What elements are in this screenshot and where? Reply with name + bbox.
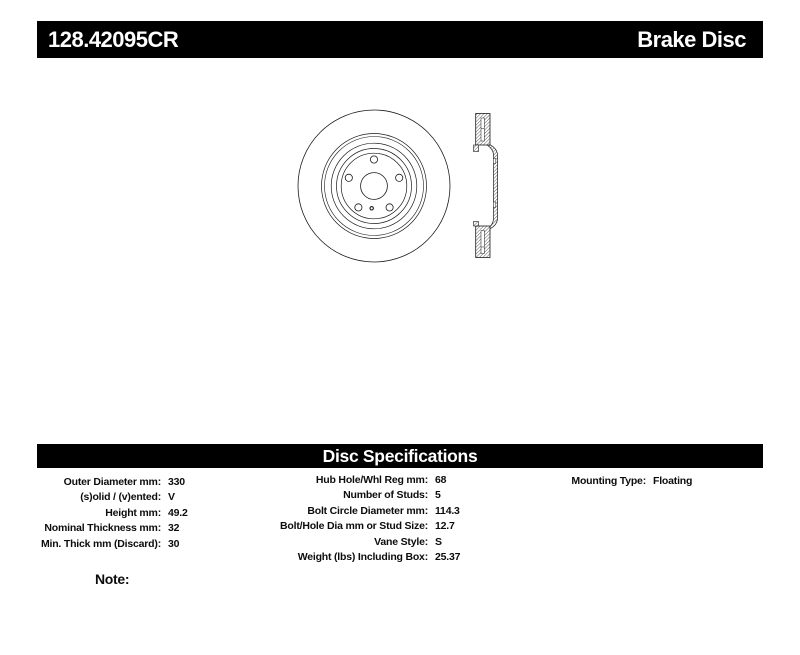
spec-label: Outer Diameter mm: <box>63 476 161 488</box>
technical-drawing <box>288 95 523 275</box>
friction-band-inner-circle <box>322 134 427 239</box>
spec-label: Bolt/Hole Dia mm or Stud Size: <box>280 520 429 533</box>
spec-value: 330 <box>168 476 185 488</box>
spec-value: 12.7 <box>435 520 455 533</box>
stud-hole <box>386 204 393 211</box>
spec-row <box>560 474 692 489</box>
disc-specifications-bar <box>37 444 763 468</box>
spec-value: 25.37 <box>435 551 461 564</box>
spec-label: (s)olid / (v)ented: <box>80 491 161 504</box>
hat-notch <box>493 159 495 164</box>
disc-front-view <box>298 110 450 262</box>
spec-value: V <box>168 491 175 504</box>
note-label: Note: <box>95 571 130 587</box>
outer-diameter-circle <box>298 110 450 262</box>
spec-section-title: Disc Specifications <box>322 446 478 466</box>
spec-row <box>37 521 188 536</box>
hat-ring-circle <box>337 149 412 224</box>
spec-column-dimensions <box>37 475 188 552</box>
spec-value: 68 <box>435 474 447 486</box>
spec-label: Bolt Circle Diameter mm: <box>307 504 428 517</box>
spec-label: Nominal Thickness mm: <box>44 522 161 535</box>
spec-row <box>37 490 188 505</box>
spec-value: Floating <box>653 475 693 487</box>
top-outer-lip <box>474 145 479 152</box>
spec-label: Min. Thick mm (Discard): <box>40 537 161 550</box>
spec-column-hub <box>280 473 460 565</box>
spec-label: Mounting Type: <box>571 475 646 487</box>
hat-wall-section <box>485 144 497 230</box>
spec-row <box>37 506 188 521</box>
center-hub-hole <box>361 173 388 200</box>
spec-row <box>280 504 460 519</box>
spec-row <box>280 550 460 565</box>
spec-label: Height mm: <box>105 506 161 519</box>
bottom-vent-gap <box>481 231 484 254</box>
spec-label: Vane Style: <box>374 535 428 548</box>
spec-label: Weight (lbs) Including Box: <box>297 551 428 564</box>
stud-hole <box>355 204 362 211</box>
header-bar <box>37 21 763 58</box>
bottom-outer-lip <box>474 222 479 227</box>
part-number: 128.42095CR <box>48 26 179 52</box>
hat-notch <box>493 202 495 207</box>
friction-band-chamfer-circle <box>325 137 424 236</box>
stud-hole <box>370 156 377 163</box>
disc-section-view <box>474 114 498 258</box>
set-screw-hole <box>370 207 373 210</box>
spec-value: S <box>435 535 442 548</box>
spec-row <box>37 537 188 552</box>
spec-label: Number of Studs: <box>343 489 428 502</box>
spec-row <box>37 475 188 490</box>
stud-hole <box>396 174 403 181</box>
stud-hole <box>345 174 352 181</box>
spec-row <box>280 488 460 503</box>
stud-holes <box>345 156 403 211</box>
top-vent-gap <box>481 118 484 141</box>
spec-column-mounting <box>560 474 692 489</box>
spec-value: 30 <box>168 537 180 550</box>
spec-row <box>280 473 460 488</box>
spec-label: Hub Hole/Whl Reg mm: <box>315 474 428 486</box>
spec-value: 32 <box>168 522 180 535</box>
spec-row <box>280 519 460 534</box>
spec-value: 49.2 <box>168 506 188 519</box>
spec-value: 5 <box>435 489 441 502</box>
product-type-title: Brake Disc <box>637 26 746 52</box>
spec-row <box>280 535 460 550</box>
spec-value: 114.3 <box>435 504 460 517</box>
